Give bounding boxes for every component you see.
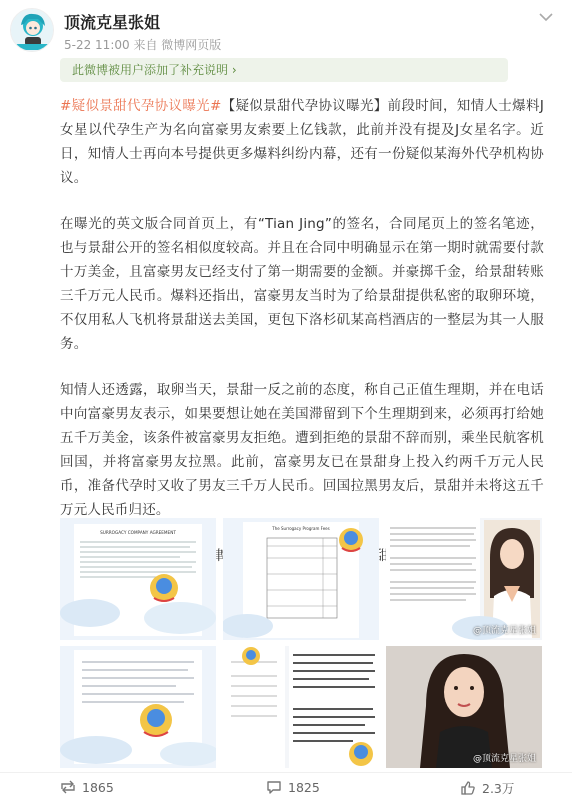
comment-button[interactable] [266,779,320,797]
repost-button[interactable] [60,779,114,797]
gallery-image-3[interactable] [386,518,542,640]
document-image [223,646,379,768]
document-image [60,518,216,640]
like-button[interactable] [460,779,514,797]
post-meta: 5-22 11:00 来自 微博网页版 [64,38,222,52]
gallery-image-5[interactable] [223,646,379,768]
paragraph-1 [60,94,544,190]
repost-count: 1865 [82,780,114,795]
paragraph-3: 知情人还透露，取卵当天，景甜一反之前的态度，称自己正值生理期，并在电话中向富豪男友表示，如果要想让她在美国滞留到下个生理期到来，必须再打给她五千万美金，该条件被富豪男友拒绝。遭到拒绝的景甜不辞而别，乘坐民航客机回国，并将富豪男友拉黑。此前，富豪男友已在景甜身上投入约两千万元人民币，准备代孕时又收了男友三千万人民币。回国拉黑男友后，景甜并未将这五千万元人民币归还。 [60,382,544,518]
paragraph-1-text: 【疑似景甜代孕协议曝光】前段时间，知情人士爆料J女星以代孕生产为名向富豪男友索要上亿钱款，此前并没有提及J女星名字。近日，知情人士再向本号提供更多爆料纠纷内幕，还有一份疑似某海外代孕机构协议。 [60,98,544,186]
gallery-image-6[interactable] [386,646,542,768]
doc-title: SURROGACY COMPANY AGREEMENT [100,530,176,535]
action-bar [0,772,572,800]
gallery-image-1[interactable] [60,518,216,640]
hashtag-link[interactable]: #疑似景甜代孕协议曝光# [60,98,222,114]
document-image [223,518,379,640]
document-with-portrait-image [386,518,542,640]
comment-count: 1825 [288,780,320,795]
like-count: 2.3万 [482,781,515,796]
post-content [60,94,544,568]
comment-icon [266,779,282,795]
image-gallery [60,518,542,768]
document-image [60,646,216,768]
image-watermark: @顶流克星张姐 [472,754,536,764]
supplementary-notice[interactable]: 此微博被用户添加了补充说明 › [60,58,508,82]
repost-icon [60,779,76,795]
avatar[interactable] [10,8,54,52]
chevron-down-icon [538,12,554,22]
portrait-image [386,646,542,768]
image-watermark: @顶流克星张姐 [472,626,536,636]
gallery-image-2[interactable] [223,518,379,640]
thumbs-up-icon [460,780,476,796]
paragraph-2: 在曝光的英文版合同首页上，有“Tian Jing”的签名，合同尾页上的签名笔迹，也与景甜公开的签名相似度较高。并且在合同中明确显示在第一期时就需要付款十万美金，且富豪男友已经支付了第一期需要的金额。并豪掷千金，给景甜转账三千万元人民币。爆料还指出，富豪男友当时为了给景甜提供私密的取卵环境，不仅用私人飞机将景甜送去美国，更包下洛杉矶某高档酒店的一整层为其一人服务。 [60,216,544,352]
avatar-image [11,9,54,52]
more-options-button[interactable] [534,8,558,28]
user-name[interactable]: 顶流克星张姐 [64,13,161,32]
gallery-image-4[interactable] [60,646,216,768]
post-header [0,0,572,56]
doc-title: The Surrogacy Program Fees [272,526,330,531]
